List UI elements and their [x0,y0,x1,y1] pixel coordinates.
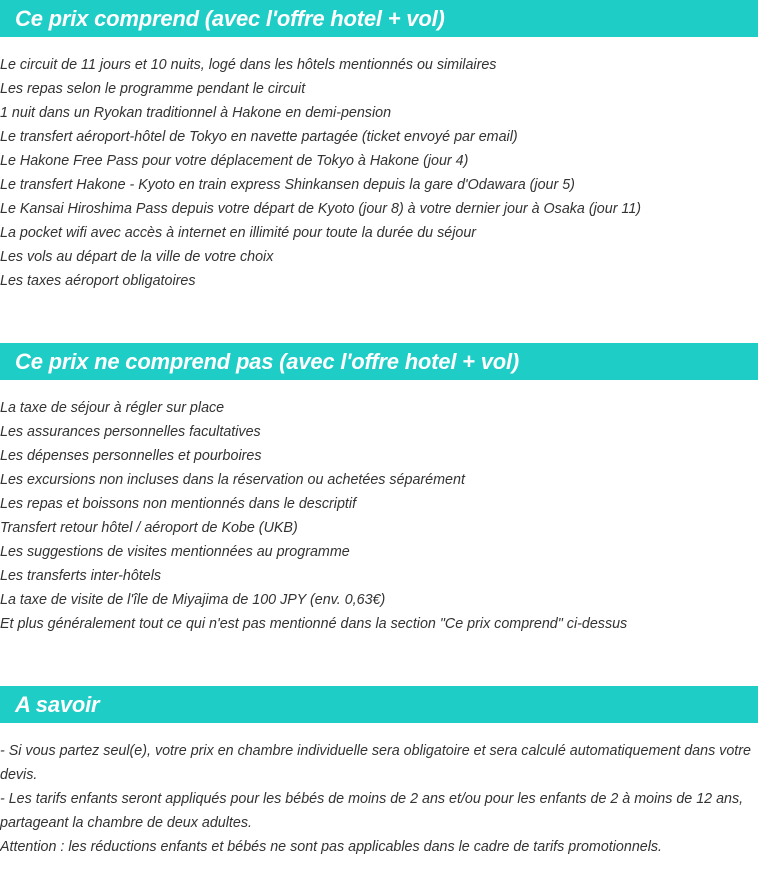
includes-item: Les vols au départ de la ville de votre choix [0,249,274,265]
good-to-know-paragraph: - Les tarifs enfants seront appliqués pour les bébés de moins de 2 ans et/ou pour les enfants de 2 à moins de 12 ans, partageant la chambre de deux adultes. [0,791,744,831]
excludes-item: Et plus généralement tout ce qui n'est pas mentionné dans la section "Ce prix comprend" ci-dessus [0,616,628,632]
good-to-know-section-header [0,686,758,723]
includes-item: Le circuit de 11 jours et 10 nuits, logé dans les hôtels mentionnés ou similaires [0,57,497,73]
includes-item: 1 nuit dans un Ryokan traditionnel à Hakone en demi-pension [0,105,392,121]
good-to-know-paragraph: - Si vous partez seul(e), votre prix en chambre individuelle sera obligatoire et sera calculé automatiquement dans votre devis. [0,743,751,783]
includes-item: Le Hakone Free Pass pour votre déplacement de Tokyo à Hakone (jour 4) [0,153,469,169]
excludes-item: La taxe de séjour à régler sur place [0,400,225,416]
includes-section-header [0,0,758,37]
excludes-item: Les suggestions de visites mentionnées au programme [0,544,350,560]
excludes-item: Les excursions non incluses dans la réservation ou achetées séparément [0,472,465,488]
good-to-know-title: A savoir [15,691,100,717]
includes-item: Les taxes aéroport obligatoires [0,273,196,289]
includes-item: Le transfert aéroport-hôtel de Tokyo en navette partagée (ticket envoyé par email) [0,129,518,145]
excludes-item: Les repas et boissons non mentionnés dans le descriptif [0,496,357,512]
excludes-item: Les transferts inter-hôtels [0,568,162,584]
excludes-title: Ce prix ne comprend pas (avec l'offre hotel + vol) [15,348,520,374]
excludes-section-header [0,343,758,380]
includes-list [0,53,758,293]
includes-title: Ce prix comprend (avec l'offre hotel + vol) [15,5,445,31]
good-to-know-paragraph: Attention : les réductions enfants et bébés ne sont pas applicables dans le cadre de tarifs promotionnels. [0,839,663,855]
excludes-item: La taxe de visite de l'île de Miyajima de 100 JPY (env. 0,63€) [0,592,386,608]
includes-item: Les repas selon le programme pendant le circuit [0,81,306,97]
good-to-know-body [0,739,758,859]
excludes-list [0,396,758,636]
includes-item: Le Kansai Hiroshima Pass depuis votre départ de Kyoto (jour 8) à votre dernier jour à Osaka (jour 11) [0,201,642,217]
excludes-item: Les assurances personnelles facultatives [0,424,261,440]
excludes-item: Les dépenses personnelles et pourboires [0,448,262,464]
excludes-item: Transfert retour hôtel / aéroport de Kobe (UKB) [0,520,298,536]
includes-item: La pocket wifi avec accès à internet en illimité pour toute la durée du séjour [0,225,477,241]
includes-item: Le transfert Hakone - Kyoto en train express Shinkansen depuis la gare d'Odawara (jour 5) [0,177,575,193]
